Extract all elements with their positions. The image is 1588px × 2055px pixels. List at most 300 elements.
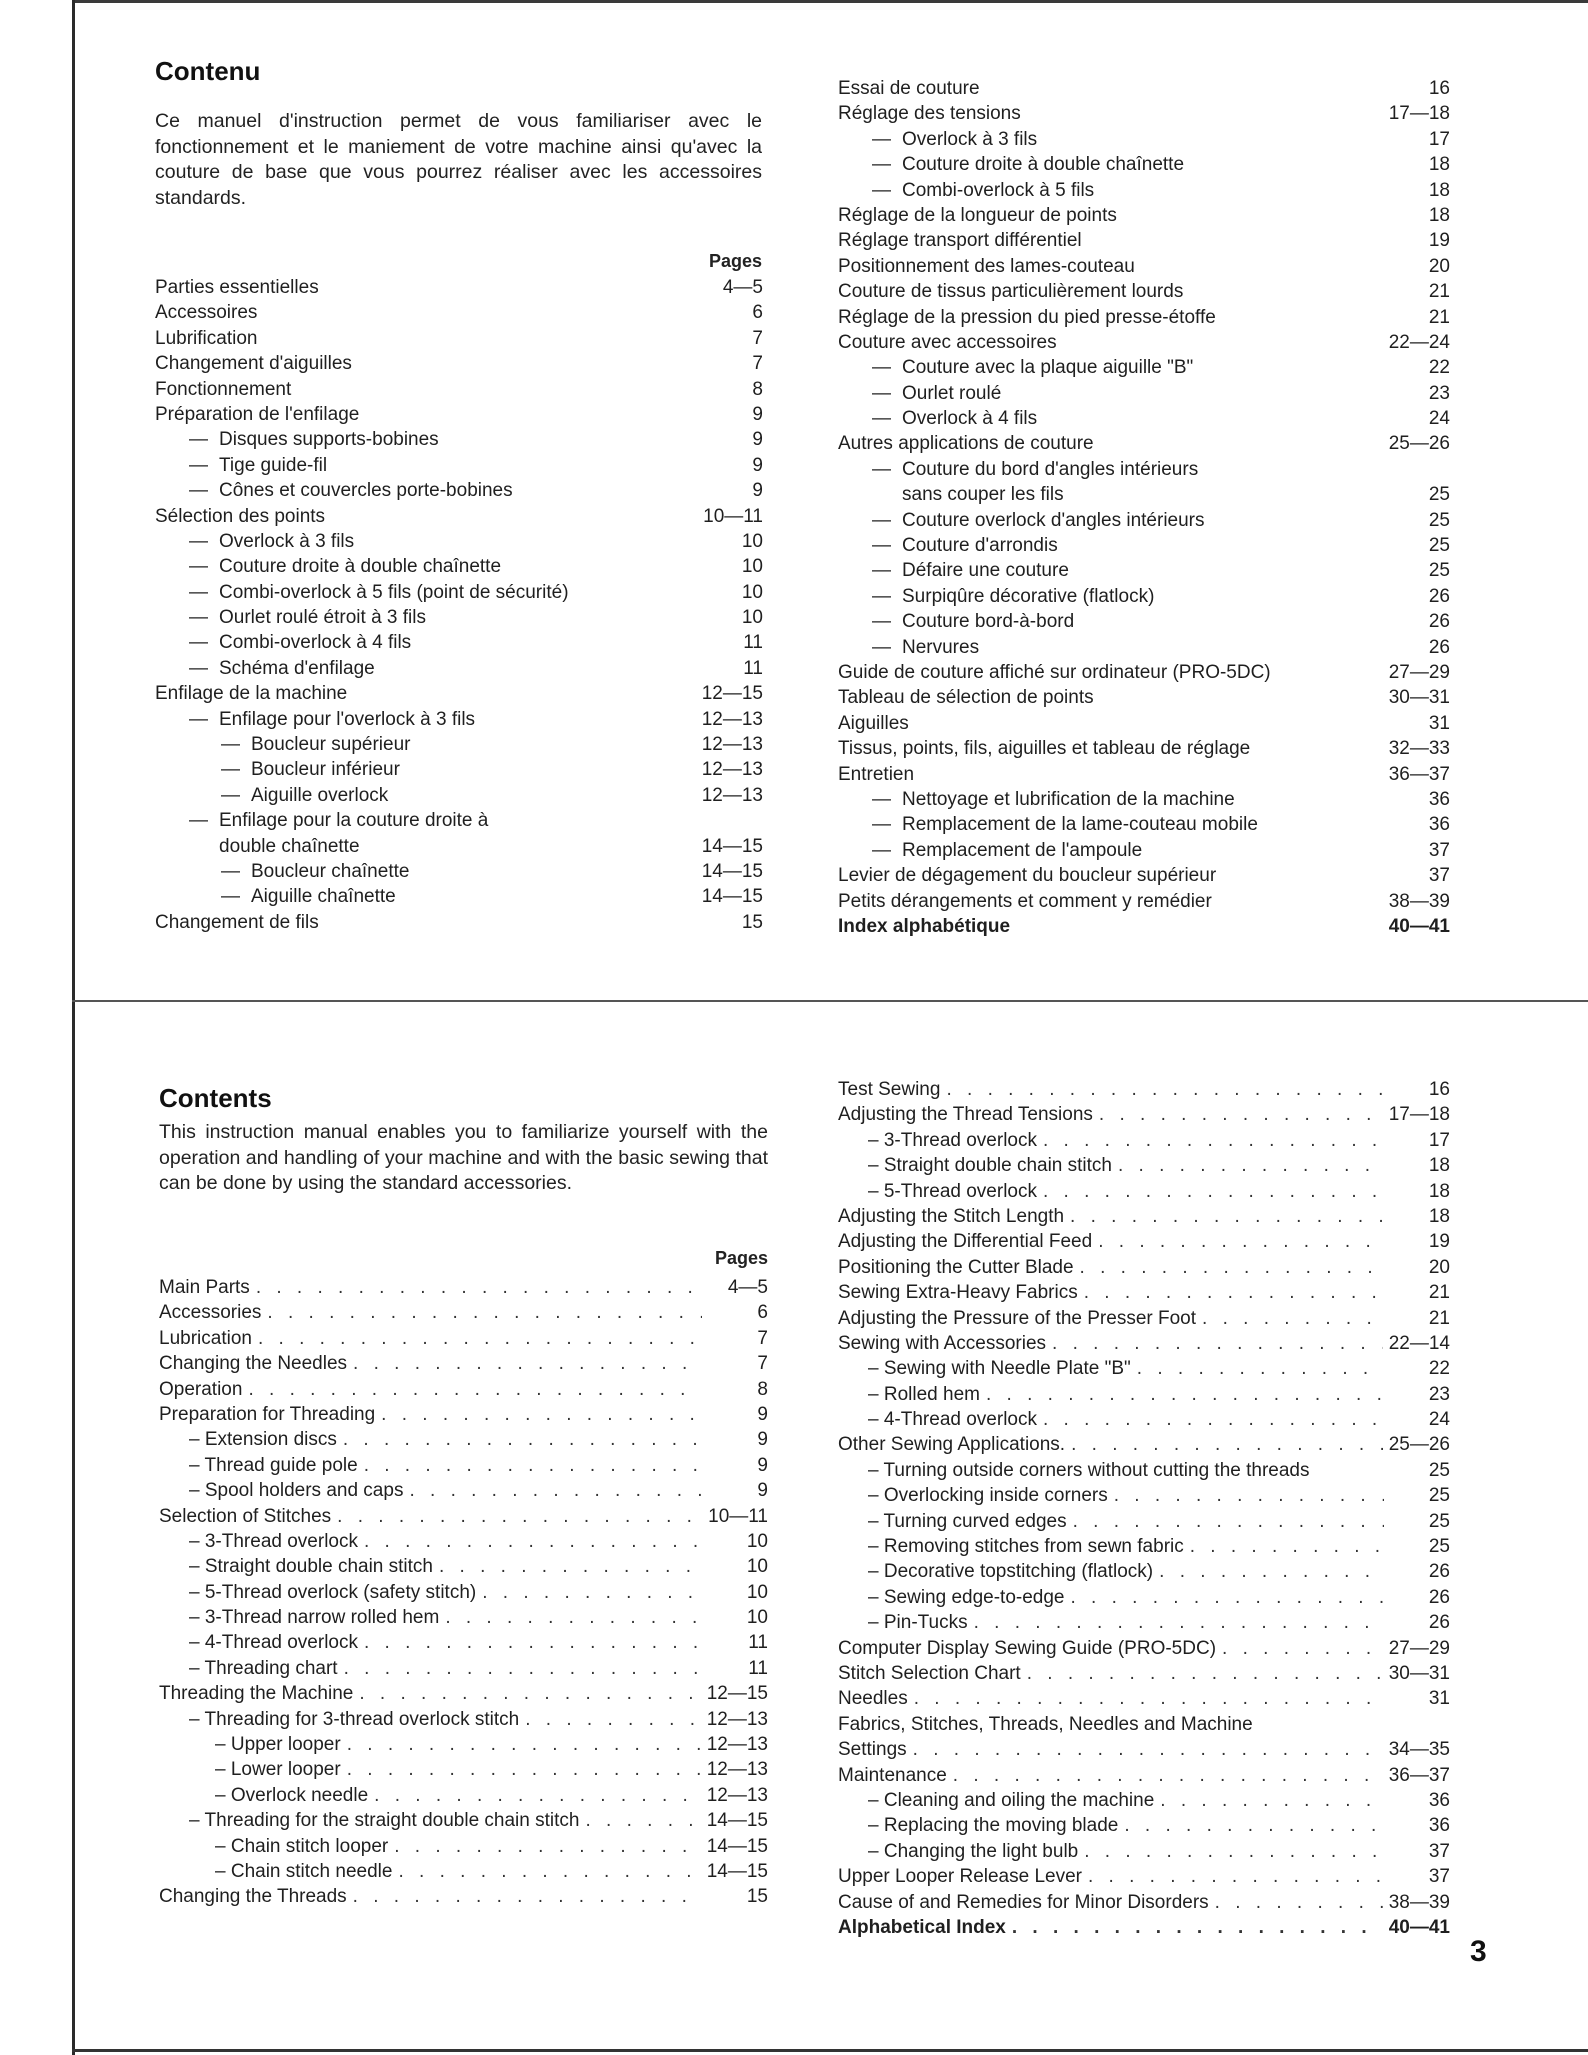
toc-entry-label: — Couture avec la plaque aiguille "B"	[838, 355, 1193, 380]
toc-entry-page: 20	[1428, 1256, 1450, 1278]
toc-entry	[159, 1275, 768, 1300]
toc-entry-label: Test Sewing	[838, 1079, 941, 1100]
toc-entry	[838, 355, 1450, 380]
toc-entry	[155, 504, 763, 529]
dash-marker: –	[868, 1536, 884, 1558]
dot-leader	[1159, 1559, 1384, 1584]
toc-entry-page: 17—18	[1388, 1104, 1450, 1126]
toc-entry-page: 14—15	[701, 860, 763, 882]
dash-marker: –	[868, 1789, 884, 1811]
toc-entry-page: 14—15	[706, 1860, 768, 1882]
dash-marker: —	[189, 530, 208, 552]
dot-leader	[364, 1453, 702, 1478]
toc-entry-page: 38—39	[1388, 890, 1450, 912]
toc-entry-label: — Surpiqûre décorative (flatlock)	[838, 584, 1154, 609]
toc-entry-page: 12—13	[701, 784, 763, 806]
dash-marker: –	[868, 1129, 884, 1151]
toc-entry-label: — Schéma d'enfilage	[155, 656, 375, 681]
dot-leader	[439, 1554, 702, 1579]
toc-entry	[838, 482, 1450, 507]
toc-entry-page: 12—15	[701, 683, 763, 705]
dot-leader	[347, 1757, 701, 1782]
toc-entry-page: 24	[1428, 408, 1450, 430]
toc-entry	[838, 1483, 1450, 1508]
dot-leader	[381, 1402, 702, 1427]
dot-leader	[256, 1275, 702, 1300]
dot-leader	[1118, 1153, 1384, 1178]
toc-entry	[159, 1300, 768, 1325]
toc-entry	[838, 381, 1450, 406]
toc-entry	[838, 1763, 1450, 1788]
toc-entry-page: 4—5	[727, 1277, 768, 1298]
toc-entry-page: 11	[748, 1657, 768, 1679]
section-divider	[72, 1000, 1588, 1002]
page-top-edge	[72, 0, 1588, 3]
dot-leader	[445, 1605, 702, 1630]
dash-marker: –	[868, 1485, 884, 1507]
dash-marker: –	[189, 1530, 205, 1552]
toc-entry	[838, 508, 1450, 533]
toc-entry	[155, 656, 763, 681]
dot-leader	[1043, 1407, 1384, 1432]
toc-entry-page: 40—41	[1388, 915, 1450, 937]
toc-entry-label: — Enfilage pour la couture droite à	[155, 808, 488, 833]
dot-leader	[1012, 1915, 1383, 1940]
dash-marker: —	[189, 581, 208, 603]
dot-leader	[1114, 1483, 1384, 1508]
toc-entry	[159, 1453, 768, 1478]
toc-entry-label: Accessoires	[155, 302, 258, 324]
toc-entry-label: Changing the Needles	[159, 1353, 348, 1375]
toc-entry-page: 26	[1428, 611, 1450, 633]
toc-entry-label: Essai de couture	[838, 78, 980, 99]
toc-entry	[155, 884, 763, 909]
toc-entry	[155, 605, 763, 630]
toc-entry	[838, 685, 1450, 710]
toc-entry-page: 25	[1428, 509, 1450, 531]
toc-entry-page: 12—13	[706, 1708, 768, 1730]
dash-marker: —	[872, 585, 891, 607]
toc-entry-page: 21	[1428, 306, 1450, 328]
toc-entry	[159, 1808, 768, 1833]
toc-entry-label: — Couture droite à double chaînette	[838, 152, 1184, 177]
toc-entry-page: 9	[757, 1429, 768, 1451]
dot-leader	[1071, 1585, 1385, 1610]
toc-entry	[838, 1788, 1450, 1813]
dot-leader	[1027, 1661, 1383, 1686]
dot-leader	[364, 1529, 702, 1554]
toc-entry-page: 14—15	[706, 1810, 768, 1832]
dot-leader	[337, 1504, 702, 1529]
toc-entry-page: 12—13	[706, 1734, 768, 1756]
toc-entry-page: 25	[1428, 1459, 1450, 1481]
toc-entry-page: 26	[1428, 1612, 1450, 1634]
toc-entry	[159, 1757, 768, 1782]
toc-entry	[838, 1356, 1450, 1381]
toc-entry-label: — Aiguille chaînette	[155, 884, 396, 909]
toc-entry	[159, 1707, 768, 1732]
toc-entry-page: 10	[741, 556, 763, 578]
toc-entry-label: – Straight double chain stitch	[189, 1556, 433, 1578]
toc-entry	[155, 275, 763, 300]
toc-entry-label: – Threading for 3-thread overlock stitch	[189, 1708, 520, 1730]
toc-entry	[155, 377, 763, 402]
toc-entry	[838, 1458, 1450, 1483]
dot-leader	[1137, 1356, 1384, 1381]
dash-marker: —	[872, 839, 891, 861]
toc-entry-page: 14—15	[701, 886, 763, 908]
dot-leader	[267, 1300, 702, 1325]
toc-entry-label: Maintenance	[838, 1764, 947, 1786]
toc-entry	[838, 152, 1450, 177]
toc-entry	[838, 1559, 1450, 1584]
toc-entry-page: 38—39	[1388, 1891, 1450, 1913]
toc-entry	[838, 762, 1450, 787]
dot-leader	[344, 1656, 702, 1681]
toc-entry-label: Réglage transport différentiel	[838, 230, 1082, 252]
toc-entry-page: 10	[746, 1556, 768, 1578]
toc-entry-label: — Couture bord-à-bord	[838, 609, 1074, 634]
toc-entry-label: Tableau de sélection de points	[838, 687, 1094, 709]
dash-marker: —	[221, 784, 240, 806]
toc-entry-page: 11	[743, 657, 763, 679]
dash-marker: –	[868, 1383, 884, 1405]
english-title: Contents	[159, 1083, 272, 1113]
toc-entry-page: 7	[757, 1327, 768, 1349]
toc-entry-page: 9	[752, 480, 763, 502]
english-toc-right	[838, 1077, 1450, 1940]
toc-entry-page: 17—18	[1388, 103, 1450, 125]
toc-entry-page: 36	[1428, 1789, 1450, 1811]
toc-entry-label: double chaînette	[219, 835, 360, 857]
dot-leader	[398, 1859, 700, 1884]
dash-marker: –	[189, 1632, 205, 1654]
dash-marker: –	[189, 1480, 205, 1502]
toc-entry-label: Computer Display Sewing Guide (PRO-5DC)	[838, 1637, 1217, 1659]
toc-entry-page: 25	[1428, 1485, 1450, 1507]
toc-entry-page: 30—31	[1388, 1662, 1450, 1684]
toc-entry	[838, 1890, 1450, 1915]
toc-entry-label: – Removing stitches from sewn fabric	[868, 1536, 1184, 1558]
toc-entry-label: – Turning outside corners without cutting the threads	[868, 1459, 1310, 1481]
toc-entry	[838, 1306, 1450, 1331]
dot-leader	[1124, 1813, 1384, 1838]
toc-entry	[838, 1407, 1450, 1432]
toc-entry-label: Tissus, points, fils, aiguilles et tableau de réglage	[838, 738, 1251, 760]
toc-entry-label: – Upper looper	[215, 1734, 341, 1756]
toc-entry	[838, 1179, 1450, 1204]
toc-entry-label: — Aiguille overlock	[155, 783, 388, 808]
toc-entry-label: — Combi-overlock à 5 fils	[838, 178, 1094, 203]
french-toc-right	[838, 76, 1450, 939]
dot-leader	[409, 1478, 702, 1503]
toc-entry	[838, 1737, 1450, 1762]
toc-entry-page: 36—37	[1388, 1764, 1450, 1786]
dot-leader	[1215, 1890, 1383, 1915]
dash-marker: —	[221, 886, 240, 908]
toc-entry-label: Couture avec accessoires	[838, 331, 1057, 353]
dot-leader	[914, 1686, 1384, 1711]
toc-entry	[838, 736, 1450, 761]
toc-entry-label: Préparation de l'enfilage	[155, 403, 360, 425]
toc-entry-page: 24	[1428, 1409, 1450, 1431]
toc-entry-page: 31	[1428, 712, 1450, 734]
toc-entry	[838, 914, 1450, 939]
toc-entry-label: — Cônes et couvercles porte-bobines	[155, 478, 513, 503]
toc-entry-page: 10	[741, 581, 763, 603]
page-bottom-edge	[72, 2049, 1588, 2052]
toc-entry-label: — Enfilage pour l'overlock à 3 fils	[155, 707, 475, 732]
toc-entry-label: Couture de tissus particulièrement lourds	[838, 281, 1184, 303]
toc-entry-page: 25	[1428, 484, 1450, 506]
toc-entry	[838, 533, 1450, 558]
toc-entry-page: 18	[1428, 154, 1450, 176]
toc-entry-label: sans couper les fils	[902, 484, 1064, 506]
dash-marker: –	[868, 1510, 884, 1532]
dot-leader	[258, 1326, 702, 1351]
toc-entry	[838, 584, 1450, 609]
toc-entry-page: 10	[741, 530, 763, 552]
toc-entry-label: – Spool holders and caps	[189, 1480, 404, 1502]
dash-marker: –	[189, 1429, 205, 1451]
toc-entry	[838, 1204, 1450, 1229]
toc-entry	[159, 1402, 768, 1427]
dash-marker: —	[872, 509, 891, 531]
toc-entry-label: Lubrication	[159, 1327, 252, 1349]
toc-entry	[838, 1255, 1450, 1280]
toc-entry	[155, 300, 763, 325]
toc-entry-label: – 3-Thread overlock	[189, 1530, 358, 1552]
toc-entry-page: 34—35	[1388, 1739, 1450, 1761]
toc-entry-label: Fabrics, Stitches, Threads, Needles and Machine	[838, 1713, 1253, 1735]
toc-entry	[838, 254, 1450, 279]
dash-marker: –	[189, 1810, 205, 1832]
toc-entry-label: Adjusting the Thread Tensions	[838, 1104, 1093, 1126]
toc-entry-label: Positioning the Cutter Blade	[838, 1256, 1074, 1278]
dash-marker: —	[872, 382, 891, 404]
toc-entry-page: 9	[757, 1454, 768, 1476]
toc-entry-label: Aiguilles	[838, 712, 909, 734]
toc-entry-page: 22—14	[1388, 1332, 1450, 1354]
toc-entry-page: 9	[757, 1403, 768, 1425]
toc-entry	[155, 859, 763, 884]
toc-entry-label: Other Sewing Applications.	[838, 1434, 1066, 1456]
toc-entry	[838, 1915, 1450, 1940]
french-pages-header: Pages	[708, 251, 762, 271]
dash-marker: –	[868, 1155, 884, 1177]
toc-entry	[838, 711, 1450, 736]
toc-entry	[159, 1732, 768, 1757]
dot-leader	[353, 1884, 702, 1909]
dash-marker: –	[868, 1815, 884, 1837]
toc-entry-label: – 4-Thread overlock	[189, 1632, 358, 1654]
toc-entry-page: 27—29	[1388, 1637, 1450, 1659]
toc-entry	[838, 457, 1450, 482]
toc-entry-page: 22	[1428, 1358, 1450, 1380]
toc-entry-label: — Couture droite à double chaînette	[155, 554, 501, 579]
dot-leader	[394, 1834, 700, 1859]
dash-marker: —	[872, 179, 891, 201]
dot-leader	[946, 1077, 1384, 1102]
toc-entry-label: Changement d'aiguilles	[155, 353, 352, 375]
toc-entry	[838, 1102, 1450, 1127]
french-title: Contenu	[155, 56, 261, 86]
toc-entry	[838, 1712, 1450, 1737]
toc-entry-page: 25—26	[1388, 1434, 1450, 1456]
toc-entry-label: – Pin-Tucks	[868, 1612, 968, 1634]
dash-marker: —	[872, 458, 891, 480]
toc-entry-page: 7	[757, 1353, 768, 1375]
toc-entry-label: – Threading chart	[189, 1657, 338, 1679]
toc-entry	[155, 757, 763, 782]
dot-leader	[913, 1737, 1383, 1762]
toc-entry	[838, 178, 1450, 203]
toc-entry	[159, 1377, 768, 1402]
toc-entry-page: 37	[1428, 1866, 1450, 1888]
dash-marker: –	[215, 1835, 231, 1857]
toc-entry	[159, 1630, 768, 1655]
toc-entry-page: 20	[1428, 255, 1450, 277]
toc-entry-page: 12—13	[701, 759, 763, 781]
toc-entry-label: — Ourlet roulé	[838, 381, 1001, 406]
dash-marker: –	[215, 1860, 231, 1882]
dash-marker: —	[872, 636, 891, 658]
toc-entry-label: – Changing the light bulb	[868, 1840, 1079, 1862]
toc-entry-page: 6	[757, 1302, 768, 1324]
toc-entry	[159, 1529, 768, 1554]
toc-entry	[838, 305, 1450, 330]
toc-entry-label: – Lower looper	[215, 1759, 341, 1781]
toc-entry-label: — Ourlet roulé étroit à 3 fils	[155, 605, 426, 630]
dash-marker: —	[189, 708, 208, 730]
toc-entry-label: — Couture d'arrondis	[838, 533, 1058, 558]
dash-marker: –	[868, 1840, 884, 1862]
toc-entry-page: 9	[757, 1480, 768, 1502]
toc-entry-label: Adjusting the Stitch Length	[838, 1205, 1065, 1227]
toc-entry-label: – Sewing with Needle Plate "B"	[868, 1358, 1131, 1380]
toc-entry-label: — Tige guide-fil	[155, 453, 327, 478]
dot-leader	[986, 1382, 1384, 1407]
toc-entry-page: 18	[1428, 204, 1450, 226]
toc-entry-label: – Turning curved edges	[868, 1510, 1067, 1532]
dot-leader	[585, 1808, 700, 1833]
toc-entry-page: 25—26	[1388, 433, 1450, 455]
dash-marker: –	[215, 1734, 231, 1756]
toc-entry-page: 10—11	[708, 1505, 768, 1527]
dot-leader	[347, 1732, 701, 1757]
toc-entry-page: 8	[757, 1378, 768, 1400]
toc-entry-label: Operation	[159, 1378, 243, 1400]
toc-entry-page: 31	[1428, 1688, 1450, 1710]
toc-entry-label: Levier de dégagement du boucleur supérieur	[838, 865, 1217, 887]
dash-marker: —	[221, 860, 240, 882]
toc-entry-label: – Threading for the straight double chain stitch	[189, 1810, 580, 1832]
dot-leader	[1043, 1128, 1384, 1153]
dash-marker: —	[189, 632, 208, 654]
toc-entry-label: Cause of and Remedies for Minor Disorders	[838, 1891, 1209, 1913]
toc-entry	[838, 1280, 1450, 1305]
dash-marker: –	[868, 1561, 884, 1583]
toc-entry-label: Réglage de la pression du pied presse-étoffe	[838, 306, 1216, 328]
toc-entry-label: – Decorative topstitching (flatlock)	[868, 1561, 1154, 1583]
dash-marker: —	[189, 810, 208, 832]
dash-marker: —	[189, 429, 208, 451]
dash-marker: —	[872, 357, 891, 379]
toc-entry	[155, 808, 763, 833]
toc-entry-page: 22	[1428, 357, 1450, 379]
english-intro: This instruction manual enables you to familiarize yourself with the operation and handling of your machine and with the basic sewing that can be done by using the standard accessories.	[159, 1121, 768, 1194]
toc-entry	[838, 1864, 1450, 1889]
dot-leader	[1160, 1788, 1384, 1813]
toc-entry-page: 37	[1428, 865, 1450, 887]
dot-leader	[374, 1783, 701, 1808]
dot-leader	[1052, 1331, 1383, 1356]
toc-entry	[155, 707, 763, 732]
toc-entry	[155, 453, 763, 478]
toc-entry-label: Sewing Extra-Heavy Fabrics	[838, 1282, 1078, 1304]
toc-entry	[838, 279, 1450, 304]
dash-marker: —	[872, 611, 891, 633]
toc-entry-label: Stitch Selection Chart	[838, 1662, 1021, 1684]
toc-entry	[155, 529, 763, 554]
dot-leader	[1190, 1534, 1384, 1559]
toc-entry	[838, 203, 1450, 228]
toc-entry-label: — Boucleur supérieur	[155, 732, 410, 757]
dash-marker: –	[215, 1784, 231, 1806]
toc-entry-page: 15	[746, 1886, 768, 1908]
toc-entry-page: 25	[1428, 560, 1450, 582]
toc-entry-label: – Straight double chain stitch	[868, 1155, 1112, 1177]
toc-entry	[155, 478, 763, 503]
dash-marker: —	[189, 480, 208, 502]
dot-leader	[525, 1707, 700, 1732]
toc-entry-label: Réglage de la longueur de points	[838, 204, 1117, 226]
toc-entry-label: Threading the Machine	[159, 1683, 354, 1705]
toc-entry-page: 25	[1428, 1510, 1450, 1532]
toc-entry-page: 26	[1428, 1561, 1450, 1583]
toc-entry-label: Upper Looper Release Lever	[838, 1866, 1082, 1888]
dash-marker: —	[189, 657, 208, 679]
toc-entry-page: 26	[1428, 585, 1450, 607]
toc-entry	[838, 1331, 1450, 1356]
dash-marker: —	[872, 560, 891, 582]
toc-entry-label: Needles	[838, 1688, 908, 1710]
toc-entry	[838, 1153, 1450, 1178]
toc-entry	[155, 580, 763, 605]
toc-entry-page: 14—15	[706, 1835, 768, 1857]
dot-leader	[343, 1427, 702, 1452]
toc-entry	[838, 863, 1450, 888]
toc-entry-page: 19	[1428, 1231, 1450, 1253]
toc-entry-page: 11	[748, 1632, 768, 1654]
toc-entry	[159, 1427, 768, 1452]
toc-entry	[155, 783, 763, 808]
toc-entry-page: 25	[1428, 1536, 1450, 1558]
toc-entry	[155, 681, 763, 706]
toc-entry-label: — Boucleur chaînette	[155, 859, 409, 884]
toc-entry-page: 26	[1428, 636, 1450, 658]
dash-marker: –	[868, 1459, 884, 1481]
toc-entry-label: Lubrification	[155, 327, 258, 349]
toc-entry	[159, 1681, 768, 1706]
toc-entry-page: 30—31	[1388, 687, 1450, 709]
dot-leader	[1070, 1204, 1384, 1229]
toc-entry-label: — Nettoyage et lubrification de la machine	[838, 787, 1235, 812]
dash-marker: —	[221, 759, 240, 781]
toc-entry	[838, 812, 1450, 837]
toc-entry-page: 36	[1428, 814, 1450, 836]
toc-entry-label: Parties essentielles	[155, 277, 319, 298]
